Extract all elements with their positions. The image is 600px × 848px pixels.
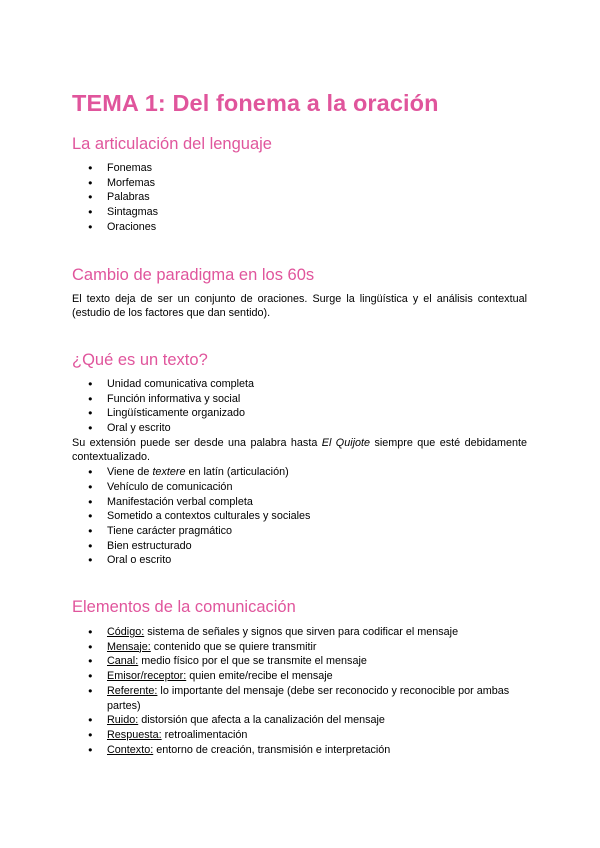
list-item: ● Oral o escrito <box>72 553 527 568</box>
list-item: ● Vehículo de comunicación <box>72 480 527 495</box>
paragraph-text: Su extensión puede ser desde una palabra hasta <box>72 436 322 449</box>
section-heading-texto: ¿Qué es un texto? <box>72 350 208 369</box>
term-description: distorsión que afecta a la canalización del mensaje <box>138 714 385 727</box>
texto-list-a <box>72 377 527 436</box>
term: Referente: <box>107 684 158 697</box>
list-item: ● Sometido a contextos culturales y sociales <box>72 509 527 524</box>
list-item <box>72 465 527 480</box>
list-item <box>72 654 527 669</box>
list-item <box>72 640 527 655</box>
list-item: ● Morfemas <box>72 176 527 191</box>
term: Ruido: <box>107 714 139 727</box>
term: Emisor/receptor: <box>107 670 187 683</box>
list-item: ● Función informativa y social <box>72 392 527 407</box>
paragraph-text: siempre que esté debidamente contextualizado. <box>72 436 527 464</box>
texto-extension-paragraph <box>72 436 527 465</box>
book-title-quijote: El Quijote <box>321 436 371 449</box>
list-item: ● Lingüísticamente organizado <box>72 406 527 421</box>
page-title: TEMA 1: Del fonema a la oración <box>72 90 439 116</box>
elementos-list <box>72 625 527 757</box>
list-item: ● Oraciones <box>72 220 527 235</box>
list-item: ● Oral y escrito <box>72 421 527 436</box>
term-description: entorno de creación, transmisión e interpretación <box>153 743 391 756</box>
term-description: medio físico por el que se transmite el mensaje <box>138 655 367 668</box>
item-text: Viene de <box>107 466 153 479</box>
term-description: retroalimentación <box>161 728 248 741</box>
term-description: contenido que se quiere transmitir <box>150 640 317 653</box>
list-item: ● Manifestación verbal completa <box>72 495 527 510</box>
term: Mensaje: <box>107 640 151 653</box>
texto-list-b <box>72 465 527 568</box>
list-item: ● Fonemas <box>72 161 527 176</box>
list-item <box>72 743 527 758</box>
term: Respuesta: <box>107 728 162 741</box>
term: Canal: <box>107 655 139 668</box>
term-description: quien emite/recibe el mensaje <box>186 670 333 683</box>
latin-term: textere <box>152 466 186 479</box>
list-item <box>72 625 527 640</box>
section-heading-articulacion: La articulación del lenguaje <box>72 135 272 153</box>
term: Código: <box>107 626 145 639</box>
list-item <box>72 684 527 713</box>
list-item <box>72 713 527 728</box>
term-description: lo importante del mensaje (debe ser reconocido y reconocible por ambas partes) <box>107 684 510 712</box>
list-item: ● Tiene carácter pragmático <box>72 524 527 539</box>
paradigma-paragraph: El texto deja de ser un conjunto de oraciones. Surge la lingüística y el análisis contextual (estudio de los factores que dan sentido). <box>72 292 527 320</box>
list-item <box>72 728 527 743</box>
term-description: sistema de señales y signos que sirven para codificar el mensaje <box>144 626 459 639</box>
item-text: en latín (articulación) <box>185 466 289 479</box>
term: Contexto: <box>107 743 154 756</box>
list-item: ● Sintagmas <box>72 205 527 220</box>
section-heading-elementos: Elementos de la comunicación <box>72 598 296 617</box>
list-item: ● Palabras <box>72 190 527 205</box>
list-item <box>72 669 527 684</box>
list-item: ● Unidad comunicativa completa <box>72 377 527 392</box>
section-heading-paradigma: Cambio de paradigma en los 60s <box>72 265 315 284</box>
articulacion-list <box>72 161 527 235</box>
list-item: ● Bien estructurado <box>72 539 527 554</box>
